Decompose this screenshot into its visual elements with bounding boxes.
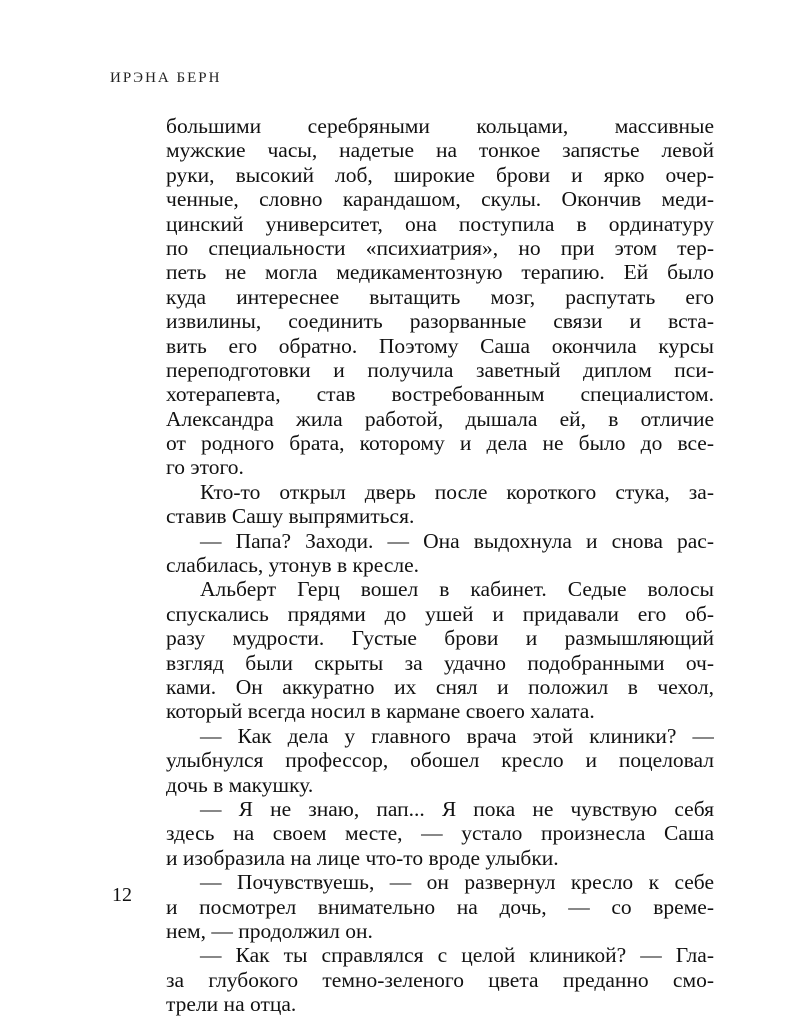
page-number: 12 xyxy=(112,884,132,906)
text-line: извилины, соединить разорванные связи и вста- xyxy=(166,309,714,334)
text-line: и посмотрел внимательно на дочь, — со време- xyxy=(166,894,714,919)
text-line: слабилась, утонув в кресле. xyxy=(166,553,420,578)
text-line: дочь в макушку. xyxy=(166,772,314,797)
text-line: Александра жила работой, дышала ей, в отличие xyxy=(166,406,714,431)
text-line: ченные, словно карандашом, скулы. Окончив меди- xyxy=(166,187,714,212)
running-head: ИРЭНА БЕРН xyxy=(110,70,222,86)
text-line: куда интереснее вытащить мозг, распутать его xyxy=(166,284,714,309)
text-line: от родного брата, которому и дела не было до все- xyxy=(166,431,714,456)
text-line: — Как ты справлялся с целой клиникой? — Гла- xyxy=(200,943,714,968)
text-line: трели на отца. xyxy=(166,992,297,1016)
text-line: нем, — продолжил он. xyxy=(166,918,373,943)
text-line: за глубокого темно-зеленого цвета преданно смо- xyxy=(166,967,714,992)
text-line: разу мудрости. Густые брови и размышляющий xyxy=(166,626,714,651)
text-line: Кто-то открыл дверь после короткого стука, за- xyxy=(200,479,714,504)
text-line: ками. Он аккуратно их снял и положил в чехол, xyxy=(166,674,714,699)
body-text xyxy=(166,114,714,1016)
text-line: ставив Сашу выпрямиться. xyxy=(166,504,415,529)
text-line: здесь на своем месте, — устало произнесла Саша xyxy=(166,821,714,846)
text-line: руки, высокий лоб, широкие брови и ярко очер- xyxy=(166,162,714,187)
text-line: спускались прядями до ушей и придавали его об- xyxy=(166,601,714,626)
text-line: — Папа? Заходи. — Она выдохнула и снова рас- xyxy=(200,528,714,553)
text-line: хотерапевта, став востребованным специалистом. xyxy=(166,382,714,407)
text-line: который всегда носил в кармане своего халата. xyxy=(166,699,595,724)
text-line: — Я не знаю, пап... Я пока не чувствую себя xyxy=(200,796,714,821)
text-line: цинский университет, она поступила в ординатуру xyxy=(166,211,714,236)
text-line: — Почувствуешь, — он развернул кресло к себе xyxy=(200,870,714,895)
text-line: и изобразила на лице что-то вроде улыбки. xyxy=(166,845,559,870)
text-line: вить его обратно. Поэтому Саша окончила курсы xyxy=(166,333,714,358)
text-line: Альберт Герц вошел в кабинет. Седые волосы xyxy=(200,577,714,602)
text-line: — Как дела у главного врача этой клиники? — xyxy=(200,723,714,748)
text-line: по специальности «психиатрия», но при этом тер- xyxy=(166,235,714,260)
text-line: петь не могла медикаментозную терапию. Ей было xyxy=(166,260,714,285)
text-line: большими серебряными кольцами, массивные xyxy=(166,114,714,138)
text-line: взгляд были скрыты за удачно подобранными оч- xyxy=(166,650,714,675)
text-line: мужские часы, надетые на тонкое запястье левой xyxy=(166,138,714,163)
text-line: переподготовки и получила заветный диплом пси- xyxy=(166,357,714,382)
text-line: го этого. xyxy=(166,455,244,480)
text-line: улыбнулся профессор, обошел кресло и поцеловал xyxy=(166,748,714,773)
